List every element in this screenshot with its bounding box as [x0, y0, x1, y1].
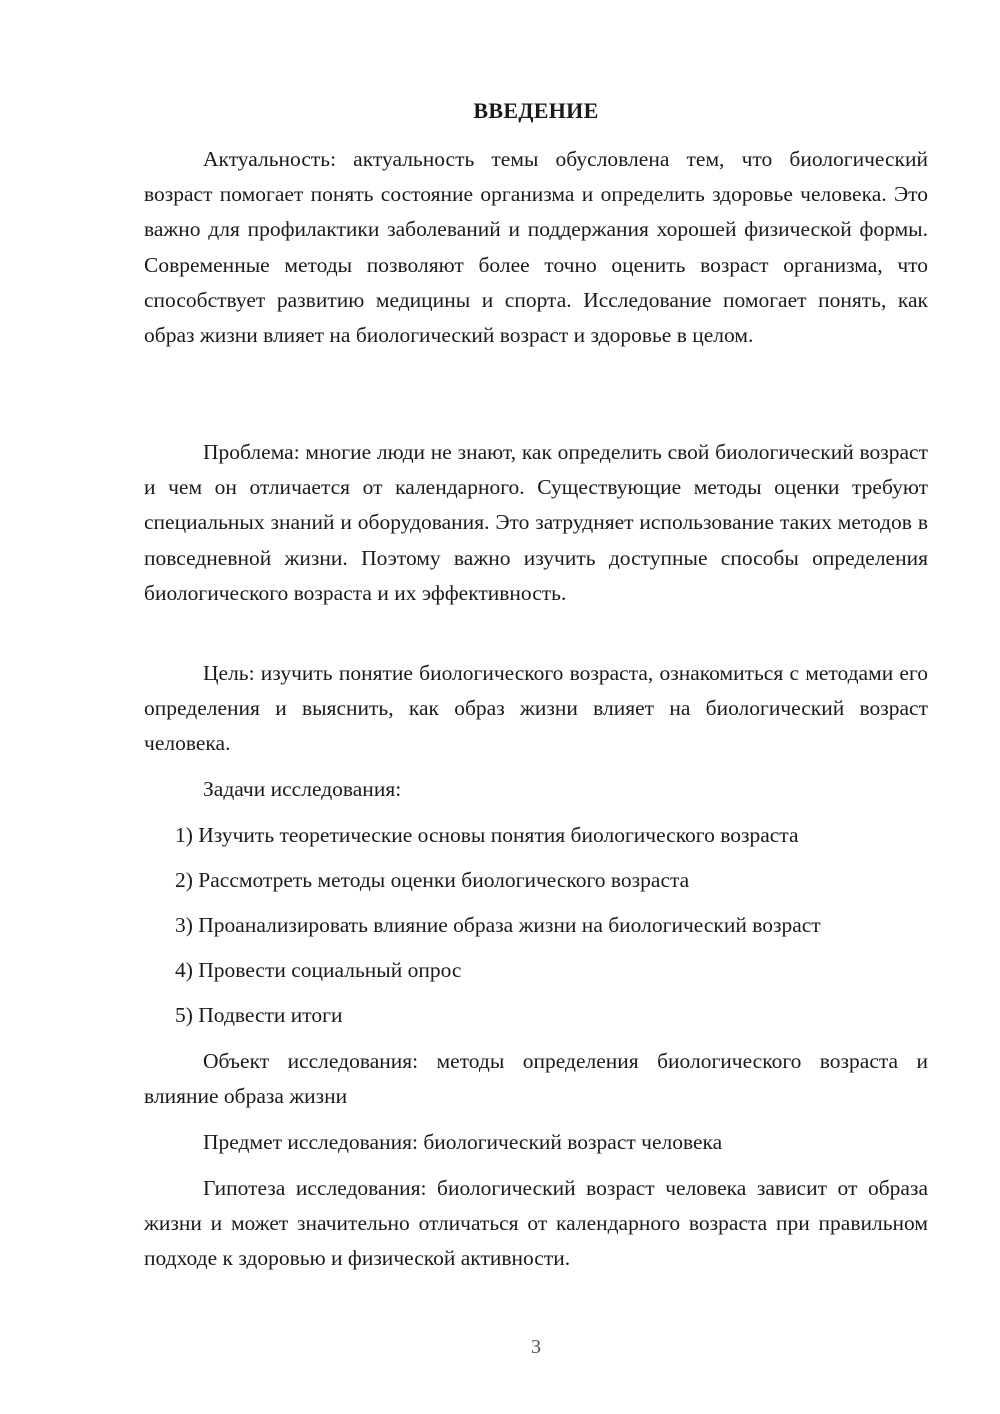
task-item: 4) Провести социальный опрос	[175, 958, 462, 982]
subject-paragraph: Предмет исследования: биологический возраст человека	[203, 1130, 723, 1154]
goal-paragraph: Цель: изучить понятие биологического возраста, ознакомиться с методами его определения и выяснить, как образ жизни влияет на биологический возраст человека.	[144, 661, 928, 756]
tasks-title: Задачи исследования:	[203, 777, 402, 801]
document-page	[144, 0, 928, 1414]
section-heading: ВВЕДЕНИЕ	[473, 98, 599, 123]
relevance-paragraph: Актуальность: актуальность темы обусловлена тем, что биологический возраст помогает понять состояние организма и определить здоровье человека. Это важно для профилактики заболеваний и поддержания хорошей физической формы. Современные методы позволяют более точно оценить возраст организма, что способствует развитию медицины и спорта. Исследование помогает понять, как образ жизни влияет на биологический возраст и здоровье в целом.	[144, 147, 928, 348]
page-number: 3	[531, 1336, 541, 1358]
task-item: 5) Подвести итоги	[175, 1003, 343, 1027]
task-item: 2) Рассмотреть методы оценки биологического возраста	[175, 868, 690, 892]
object-paragraph: Объект исследования: методы определения биологического возраста и влияние образа жизни	[144, 1049, 928, 1109]
problem-paragraph: Проблема: многие люди не знают, как определить свой биологический возраст и чем он отличается от календарного. Существующие методы оценки требуют специальных знаний и оборудования. Это затрудняет использование таких методов в повседневной жизни. Поэтому важно изучить доступные способы определения биологического возраста и их эффективность.	[144, 440, 928, 605]
task-item: 1) Изучить теоретические основы понятия биологического возраста	[175, 823, 799, 847]
task-item: 3) Проанализировать влияние образа жизни на биологический возраст	[175, 913, 821, 937]
hypothesis-paragraph: Гипотеза исследования: биологический возраст человека зависит от образа жизни и может значительно отличаться от календарного возраста при правильном подходе к здоровью и физической активности.	[144, 1176, 928, 1271]
